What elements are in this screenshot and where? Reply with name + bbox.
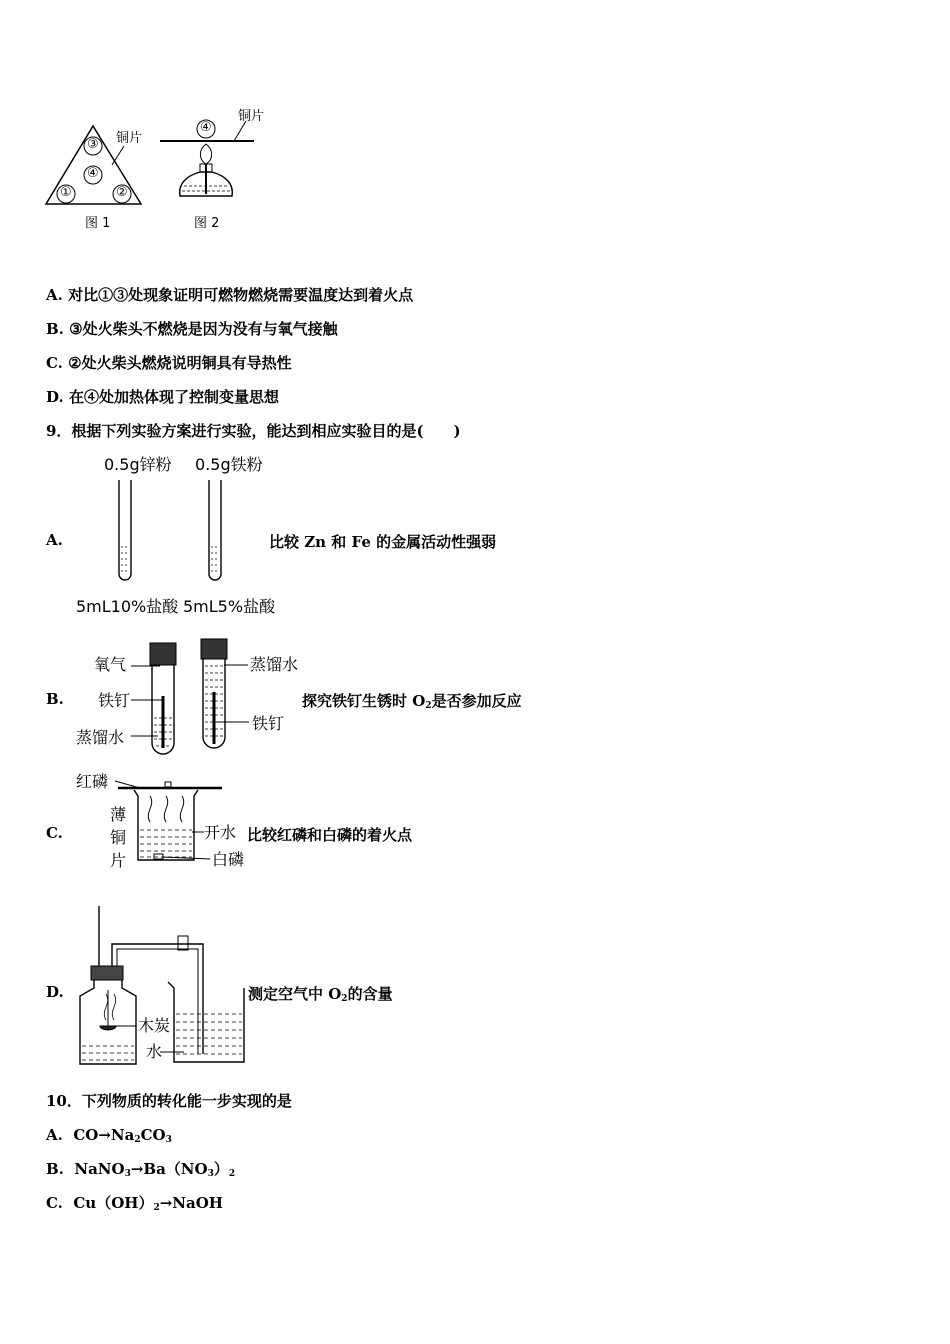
q9-option-a-desc: 比较 Zn 和 Fe 的金属活动性强弱 <box>269 533 497 551</box>
q10-option-c: C. $Cu(OH)_2\to NaOH$ <box>46 1194 223 1213</box>
q8-option-d: D. 在④处加热体现了控制变量思想 <box>46 388 279 406</box>
acid-5-label: 5mL5%盐酸 <box>183 597 276 616</box>
bottle-stopper <box>91 966 123 980</box>
copper-label-2: 铜片 <box>238 109 265 124</box>
iron-powder-label: 0.5g铁粉 <box>195 455 263 474</box>
white-phosphorus-label: 白磷 <box>212 850 245 869</box>
water-label-1: 蒸馏水 <box>76 728 125 747</box>
charcoal-label: 木炭 <box>138 1016 171 1035</box>
pos2-label: ② <box>116 185 128 200</box>
fig2-caption: 图 2 <box>194 216 220 231</box>
acid-10-label: 5mL10%盐酸 <box>76 597 179 616</box>
q9-option-d-letter: D. <box>46 983 64 1001</box>
q9-option-a-letter: A. <box>46 531 63 549</box>
q9-stem: 9．根据下列实验方案进行实验，能达到相应实验目的是( ) <box>46 422 461 440</box>
delivery-tube <box>112 944 203 1054</box>
copper-label: 铜 <box>110 828 127 847</box>
red-phosphorus-label: 红磷 <box>76 772 109 791</box>
q10-option-b: B. $NaNO_3\to Ba(NO_3)_2$ <box>46 1160 236 1179</box>
thin-label: 薄 <box>110 805 127 824</box>
q9-option-b-letter: B. <box>46 690 64 708</box>
q8-option-b: B. ③处火柴头不燃烧是因为没有与氧气接触 <box>46 320 338 338</box>
q8-option-c: C. ②处火柴头燃烧说明铜具有导热性 <box>46 354 292 372</box>
pos4-label: ④ <box>87 166 99 181</box>
bottle-water <box>82 1046 134 1060</box>
spoon <box>100 990 116 1030</box>
pos3-label: ③ <box>87 137 99 152</box>
q10-stem: 10．下列物质的转化能一步实现的是 <box>46 1092 292 1110</box>
piece-label: 片 <box>110 851 127 870</box>
fig1-caption: 图 1 <box>85 216 111 231</box>
copper-label-1: 铜片 <box>116 131 143 146</box>
q8-option-a: A. 对比①③处现象证明可燃物燃烧需要温度达到着火点 <box>46 286 414 304</box>
q10-option-a: A. $CO\to Na_2CO_3$ <box>46 1126 172 1145</box>
q9-option-c-desc: 比较红磷和白磷的着火点 <box>247 826 413 844</box>
q9-option-c-letter: C. <box>46 824 63 842</box>
q9-option-d-desc: 测定空气中 $O_2$的含量 <box>248 985 393 1004</box>
beaker-d-water <box>176 1014 242 1054</box>
water-label-d: 水 <box>146 1042 163 1061</box>
water-label-2: 蒸馏水 <box>250 655 299 674</box>
hot-water-label: 开水 <box>204 823 237 842</box>
q9-option-b-desc: 探究铁钉生锈时 $O_2$是否参加反应 <box>302 692 522 711</box>
smoke <box>104 994 115 1020</box>
nail-label-1: 铁钉 <box>98 691 131 710</box>
zinc-powder-label: 0.5g锌粉 <box>104 455 172 474</box>
pos4-fig2-label: ④ <box>200 120 212 135</box>
clamp <box>178 936 188 950</box>
pos1-label: ① <box>60 185 72 200</box>
nail-label-2: 铁钉 <box>252 714 285 733</box>
oxygen-label: 氧气 <box>94 655 127 674</box>
